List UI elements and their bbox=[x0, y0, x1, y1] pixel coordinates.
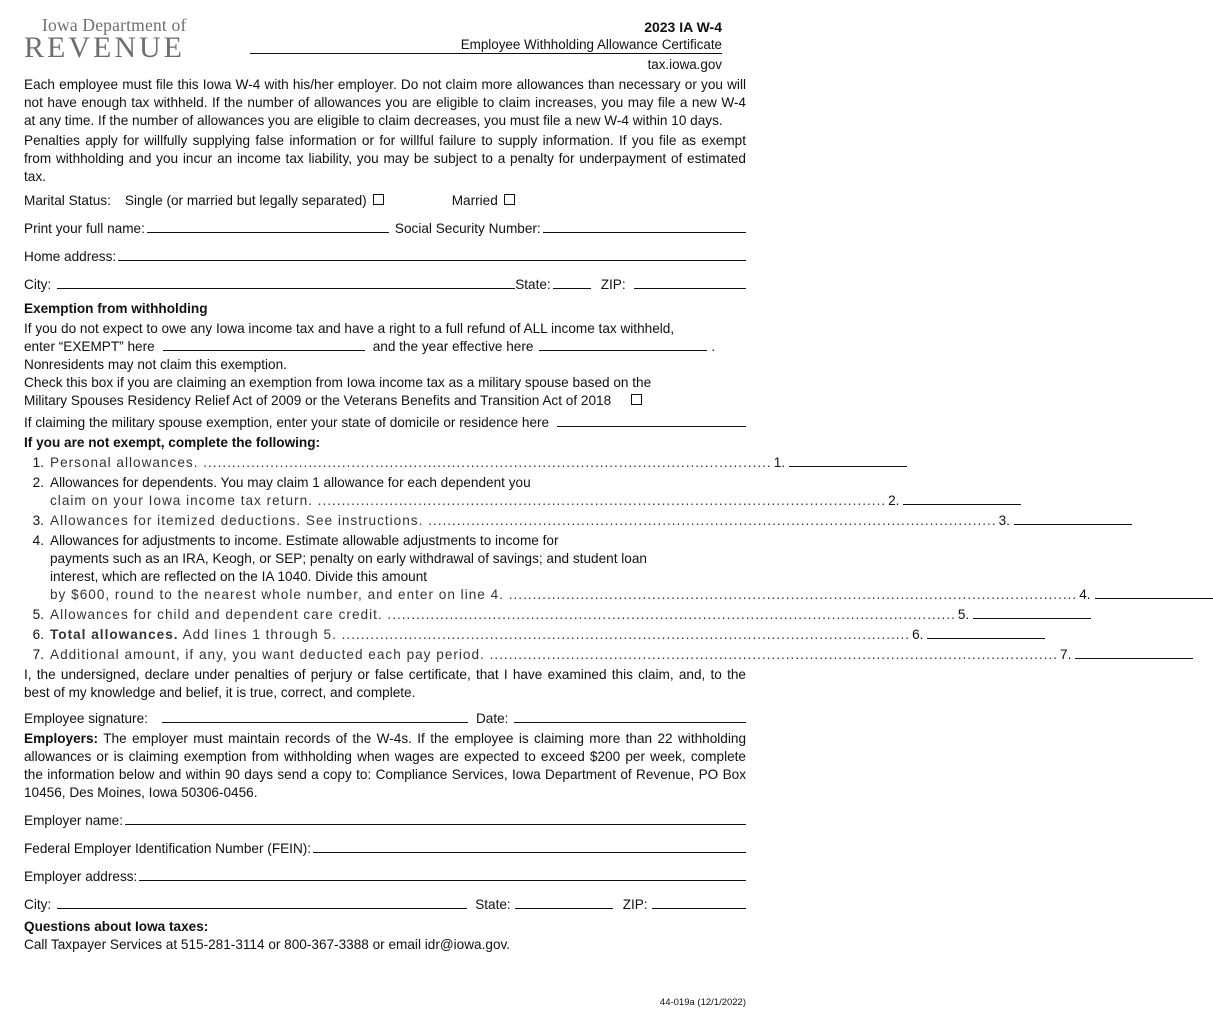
line-text-cont: interest, which are reflected on the IA 1040. Divide this amount bbox=[50, 569, 428, 584]
employee-signature-field[interactable] bbox=[162, 710, 468, 723]
line-7-field[interactable] bbox=[1075, 646, 1193, 659]
nonresidents-note: Nonresidents may not claim this exemption. bbox=[24, 357, 287, 372]
header-rule bbox=[250, 53, 722, 54]
zip-label: ZIP: bbox=[600, 277, 626, 292]
line-number: 5. bbox=[32, 607, 44, 622]
form-title: Employee Withholding Allowance Certificate bbox=[460, 37, 722, 52]
line-4-field[interactable] bbox=[1095, 586, 1213, 599]
married-checkbox[interactable] bbox=[504, 194, 515, 205]
line-number: 6. bbox=[32, 627, 44, 642]
zip-field[interactable] bbox=[634, 276, 746, 289]
date-field[interactable] bbox=[514, 710, 746, 723]
state-label: State: bbox=[515, 277, 551, 292]
period: . bbox=[711, 339, 716, 354]
line-number: 2. bbox=[32, 475, 44, 490]
domicile-field[interactable] bbox=[557, 414, 746, 427]
line-1-field[interactable] bbox=[789, 454, 907, 467]
employer-state-field[interactable] bbox=[515, 896, 613, 909]
employer-city-row bbox=[24, 896, 746, 914]
line-text: Allowances for itemized deductions. See instructions. ....................................................................................................................... bbox=[50, 513, 997, 528]
marital-status-label: Marital Status: bbox=[24, 193, 111, 208]
allowance-line-3 bbox=[24, 512, 1010, 530]
allowances-heading: If you are not exempt, complete the following: bbox=[24, 435, 321, 450]
allowance-line-4-cont2 bbox=[24, 568, 746, 586]
enter-exempt-label: enter “EXEMPT” here bbox=[24, 339, 155, 354]
allowance-line-4-cont1 bbox=[24, 550, 746, 568]
line-text: Allowances for dependents. You may claim 1 allowance for each dependent you bbox=[50, 475, 531, 490]
allowance-line-1 bbox=[24, 454, 786, 472]
form-header bbox=[24, 0, 746, 76]
line-2-field[interactable] bbox=[903, 492, 1021, 505]
line-number: 1. bbox=[32, 455, 44, 470]
line-number: 4. bbox=[32, 533, 44, 548]
employer-address-field[interactable] bbox=[139, 868, 746, 881]
full-name-label: Print your full name: bbox=[24, 221, 145, 236]
line-ref: 5. bbox=[957, 607, 970, 622]
exemption-text-1: If you do not expect to owe any Iowa income tax and have a right to a full refund of ALL income tax withheld, bbox=[24, 321, 675, 336]
married-option-label: Married bbox=[451, 193, 498, 208]
domicile-label: If claiming the military spouse exemption, enter your state of domicile or residence here bbox=[24, 415, 550, 430]
employer-city-label: City: bbox=[24, 897, 52, 912]
employer-name-row bbox=[24, 812, 746, 830]
exempt-entry-row bbox=[24, 338, 746, 356]
employers-text: The employer must maintain records of the W-4s. If the employee is claiming more than 22 withholding allowances or is claiming exemption from withholding when wages are expected to exceed $200 per week, complete the information below and within 90 days send a copy to: Compliance Services, Iowa Department of Revenue, PO Box 10456, Des Moines, Iowa 50306-0456. bbox=[24, 731, 747, 800]
allowance-line-5 bbox=[24, 606, 970, 624]
website: tax.iowa.gov bbox=[647, 57, 722, 72]
line-6-field[interactable] bbox=[927, 626, 1045, 639]
line-text-cont: claim on your Iowa income tax return. ....................................................................................................................... bbox=[50, 493, 887, 508]
employer-address-label: Employer address: bbox=[24, 869, 138, 884]
employer-city-field[interactable] bbox=[57, 896, 467, 909]
line-text: Total allowances. Add lines 1 through 5. ....................................................................................................................... bbox=[50, 627, 911, 642]
intro-paragraph-1: Each employee must file this Iowa W-4 with his/her employer. Do not claim more allowances than necessary or you will not have enough tax withheld. If the number of allowances you are eligible to claim increases, you may file a new W-4 at any time. If the number of allowances you are eligible to claim decreases, you must file a new W-4 within 10 days. bbox=[24, 77, 746, 128]
home-address-row bbox=[24, 248, 746, 266]
single-option-label: Single (or married but legally separated) bbox=[124, 193, 367, 208]
line-5-field[interactable] bbox=[973, 606, 1091, 619]
form-code: 2023 IA W-4 bbox=[644, 19, 722, 35]
line-ref: 6. bbox=[912, 627, 924, 642]
line-ref: 7. bbox=[1060, 647, 1072, 662]
military-line-2-row bbox=[24, 392, 746, 410]
year-effective-label: and the year effective here bbox=[372, 339, 534, 354]
employer-address-row bbox=[24, 868, 746, 886]
fein-label: Federal Employer Identification Number (FEIN): bbox=[24, 841, 312, 856]
employers-paragraph bbox=[24, 730, 746, 802]
line-text: Allowances for adjustments to income. Estimate allowable adjustments to income for bbox=[50, 533, 559, 548]
employer-zip-field[interactable] bbox=[652, 896, 746, 909]
allowance-line-2 bbox=[24, 474, 746, 492]
domicile-row bbox=[24, 414, 746, 432]
military-line-1: Check this box if you are claiming an exemption from Iowa income tax as a military spouse based on the bbox=[24, 375, 652, 390]
allowance-line-6 bbox=[24, 626, 924, 644]
allowance-line-2-cont bbox=[24, 492, 900, 510]
employer-state-label: State: bbox=[475, 897, 511, 912]
questions-text: Call Taxpayer Services at 515-281-3114 or 800-367-3388 or email idr@iowa.gov. bbox=[24, 937, 511, 952]
employer-name-field[interactable] bbox=[125, 812, 746, 825]
military-spouse-checkbox[interactable] bbox=[631, 394, 642, 405]
line-text-cont: by $600, round to the nearest whole number, and enter on line 4. ....................................................................................................................... bbox=[50, 587, 1078, 602]
marital-status-row bbox=[24, 192, 746, 210]
line-number: 7. bbox=[32, 647, 44, 662]
form-footer-code: 44-019a (12/1/2022) bbox=[659, 997, 746, 1008]
employers-label: Employers: bbox=[24, 731, 99, 746]
exempt-field[interactable] bbox=[163, 338, 365, 351]
year-effective-field[interactable] bbox=[539, 338, 707, 351]
line-text: Personal allowances. ....................................................................................................................... bbox=[50, 455, 772, 470]
logo-bottom-text: REVENUE bbox=[24, 31, 185, 64]
city-label: City: bbox=[24, 277, 52, 292]
single-checkbox[interactable] bbox=[373, 194, 384, 205]
allowance-line-4 bbox=[24, 532, 746, 550]
fein-row bbox=[24, 840, 746, 858]
employer-name-label: Employer name: bbox=[24, 813, 123, 828]
signature-row bbox=[24, 710, 746, 728]
home-address-field[interactable] bbox=[118, 248, 746, 261]
allowance-line-4-cont3 bbox=[24, 586, 1091, 604]
name-ssn-row bbox=[24, 220, 746, 238]
logo-top-text: Iowa Department of bbox=[42, 15, 187, 35]
line-ref: 4. bbox=[1079, 587, 1091, 602]
city-state-zip-row bbox=[24, 276, 746, 294]
questions-heading: Questions about Iowa taxes: bbox=[24, 919, 209, 934]
line-text: Allowances for child and dependent care credit. ....................................................................................................................... bbox=[50, 607, 956, 622]
employer-zip-label: ZIP: bbox=[622, 897, 648, 912]
line-text-cont: payments such as an IRA, Keogh, or SEP; penalty on early withdrawal of savings; and student loan bbox=[50, 551, 647, 566]
line-3-field[interactable] bbox=[1014, 512, 1132, 525]
line-ref: 1. bbox=[773, 455, 786, 470]
employee-signature-label: Employee signature: bbox=[24, 711, 148, 726]
declaration: I, the undersigned, declare under penalties of perjury or false certificate, that I have examined this claim, and, to the best of my knowledge and belief, it is true, correct, and complete. bbox=[24, 667, 746, 700]
iowa-revenue-logo bbox=[24, 16, 194, 62]
military-line-2: Military Spouses Residency Relief Act of 2009 or the Veterans Benefits and Transition Act of 2018 bbox=[24, 393, 612, 408]
exemption-heading: Exemption from withholding bbox=[24, 301, 208, 316]
line-number: 3. bbox=[32, 513, 44, 528]
line-ref: 2. bbox=[888, 493, 900, 508]
full-name-field[interactable] bbox=[147, 220, 389, 233]
state-field[interactable] bbox=[553, 276, 591, 289]
fein-field[interactable] bbox=[313, 840, 746, 853]
ssn-label: Social Security Number: bbox=[394, 221, 541, 236]
city-field[interactable] bbox=[57, 276, 515, 289]
line-text: Additional amount, if any, you want deducted each pay period. ....................................................................................................................... bbox=[50, 647, 1059, 662]
allowance-line-7 bbox=[24, 646, 1072, 664]
intro-paragraph-2: Penalties apply for willfully supplying false information or for willful failure to supply information. If you file as exempt from withholding and you incur an income tax liability, you may be subject to a penalty for underpayment of estimated tax. bbox=[24, 133, 746, 184]
form-title-block bbox=[461, 18, 722, 54]
ssn-field[interactable] bbox=[543, 220, 746, 233]
home-address-label: Home address: bbox=[24, 249, 117, 264]
line-ref: 3. bbox=[998, 513, 1010, 528]
exemption-line-1 bbox=[24, 320, 746, 338]
date-label: Date: bbox=[475, 711, 509, 726]
